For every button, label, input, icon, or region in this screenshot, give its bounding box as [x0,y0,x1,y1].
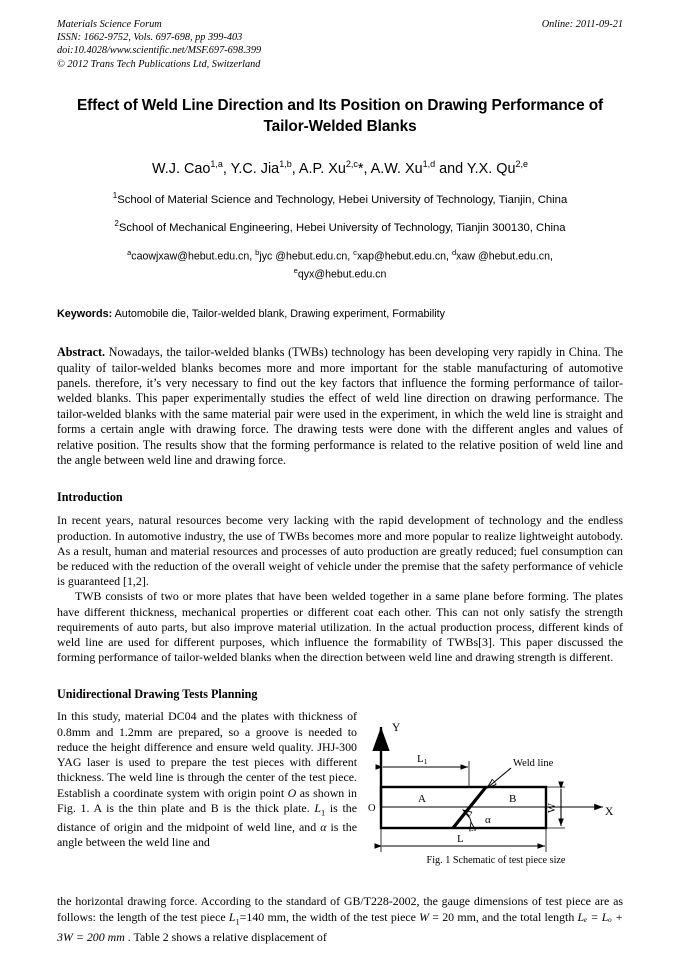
email-a: caowjxaw@hebut.edu.cn, [131,250,256,263]
email-sup-a: a [127,248,132,258]
planning-text-end: is the angle between the weld line and [57,820,357,850]
l1-dimension-label: L1 [417,753,428,767]
tail-formula: Lₑ = Lₒ + 3W = 200 mm [57,910,623,945]
section-heading-planning: Unidirectional Drawing Tests Planning [57,687,258,702]
affiliation-1-sup: 1 [112,190,118,200]
angle-label: α [485,814,491,827]
email-b: jyc @hebut.edu.cn, [259,250,354,263]
plate-a-label: A [418,793,426,806]
journal-header [57,18,623,71]
author-4: , A.W. Xu$^{1,d}$ [363,158,436,177]
email-e: qyx@hebut.edu.cn [297,268,387,281]
tail-w: W [419,910,430,925]
author-5: and Y.X. Qu$^{2,e}$ [435,158,528,177]
planning-text-mid: as shown in Fig. 1. A is the thin plate and B is the thick plate. [57,785,357,815]
tail-part-4: . Table 2 shows a relative displacement of [124,930,327,945]
affiliation-2-text: School of Mechanical Engineering, Hebei University of Technology, Tianjin 300130, China [118,222,566,235]
affiliation-1 [57,188,623,208]
author-3-sup: 2,c [345,158,358,169]
journal-copyright: © 2012 Trans Tech Publications Ltd, Switzerland [57,58,261,70]
x-axis-label: X [605,806,614,819]
figure-1 [365,709,627,889]
author-list [57,155,623,179]
tail-l1-sub: 1 [235,917,240,927]
email-list [57,246,623,281]
page-content [57,18,623,946]
online-date: Online: 2011-09-21 [541,19,623,30]
keywords-value: Automobile die, Tailor-welded blank, Drawing experiment, Formability [112,308,446,321]
l1-subscript: 1 [320,808,326,818]
abstract-text: Nowadays, the tailor-welded blanks (TWBs) technology has been developing very rapidly in China. The quality of tailor-welded blanks becomes more and more important for the stable manufacturing of automotive panels. therefore, it’s very necessary to find out the key factors that influence the forming performance of tailor-welded blanks. This paper experimentally studies the effect of weld line direction on drawing performance. The tailor-welded blanks with the same material pair were used in the experiment, in which the weld line is straight and forms a certain angle with drawing force. The drawing tests were done with the different angles and values of relative position. The results show that the forming performance is related to the relative position of weld line and the angle between weld line and drawing force. [57,345,623,468]
email-c: xap@hebut.edu.cn, [356,250,452,263]
keywords-line [57,307,623,321]
email-line-1 [57,246,623,264]
affiliation-1-text: School of Material Science and Technology, Hebei University of Technology, Tianjin, China [117,193,568,206]
introduction-paragraph-1: In recent years, natural resources become very lacking with the rapid development of technology and the endless production. In automotive industry, the use of TWBs becomes more and more popular to realize lightweight autobody. As a result, human and material resources and processes of auto production are greatly reduced; fuel consumption can be reduced with the reduction of the overall weight of vehicle under the premise that the safety performance of vehicle is guaranteed [1,2]. [57,513,623,589]
weld-line-callout-arrow [487,768,511,788]
origin-symbol: O [287,785,297,800]
email-sup-c: c [353,248,357,258]
tail-part-1: the horizontal drawing force. According to the standard of GB/T228-2002, the gauge dimensions of test piece are as follows: the length of the test piece [57,894,623,925]
tail-l1: L [228,910,236,925]
email-sup-b: b [255,248,260,258]
plate-b-label: B [509,793,517,806]
author-5-sup: 2,e [515,158,528,169]
email-sup-e: e [293,265,298,275]
planning-text-pre: In this study, material DC04 and the plates with thickness of 0.8mm and 1.2mm are prepared, so a groove is needed to reduce the height difference and ensure weld quality. JHJ-300 YAG laser is used to prepare the test pieces with different thickness. The weld line is through the center of the test piece. Establish a coordinate system with origin point [57,709,357,800]
w-dimension-label: W [547,803,558,814]
email-sup-d: d [451,248,457,258]
affiliation-2 [57,216,623,236]
author-2-sup: 1,b [279,158,292,169]
journal-name: Materials Science Forum [57,19,162,30]
journal-doi: doi:10.4028/www.scientific.net/MSF.697-698.399 [57,45,262,57]
introduction-paragraph-2: TWB consists of two or more plates that have been welded together in a same plane before forming. The plates have different thickness, mechanical properties or different coat each other. This can not only satisfy the strength requirements of auto parts, but also improve material utilization. In the actual production process, different kinds of weld line are used for different purposes, which influence the formability of TWBs[3]. This paper discussed the forming performance of tailor-welded blanks when the direction between weld line and drawing strength is different. [57,589,623,665]
author-1-sup: 1,a [210,158,223,169]
figure-1-caption: Fig. 1 Schematic of test piece size [426,855,566,867]
affiliation-2-sup: 2 [114,219,119,229]
journal-issn: ISSN: 1662-9752, Vols. 697-698, pp 399-403 [57,32,243,44]
email-line-2 [57,264,623,282]
page-title: Effect of Weld Line Direction and Its Position on Drawing Performance of Tailor-Welded Blanks [76,96,604,135]
author-2: , Y.C. Jia$^{1,b}$ [222,158,292,177]
weld-line-label: Weld line [513,758,554,770]
section-heading-introduction: Introduction [57,490,123,505]
abstract-block [57,345,623,468]
author-3: , A.P. Xu$^{2,c}$* [291,158,364,177]
alpha-symbol: α [320,820,327,835]
tail-paragraph [57,894,623,945]
abstract-label: Abstract. [57,345,106,360]
tail-part-3: = 20 mm, and the total length [429,910,578,925]
origin-label: O [368,803,376,815]
planning-column-text [57,709,357,850]
planning-text-post: is the distance of origin and the midpoint of weld line, and [57,800,357,835]
email-d: xaw @hebut.edu.cn, [456,250,553,263]
keywords-label: Keywords: [57,308,113,321]
author-4-sup: 1,d [422,158,436,169]
author-1: W.J. Cao$^{1,a}$ [152,158,223,177]
tail-part-2: =140 mm, the width of the test piece [239,910,420,925]
figure-text-block [57,709,623,894]
l1-symbol: L [314,800,321,815]
l-dimension-label: L [457,833,464,846]
y-axis-label: Y [392,722,401,735]
